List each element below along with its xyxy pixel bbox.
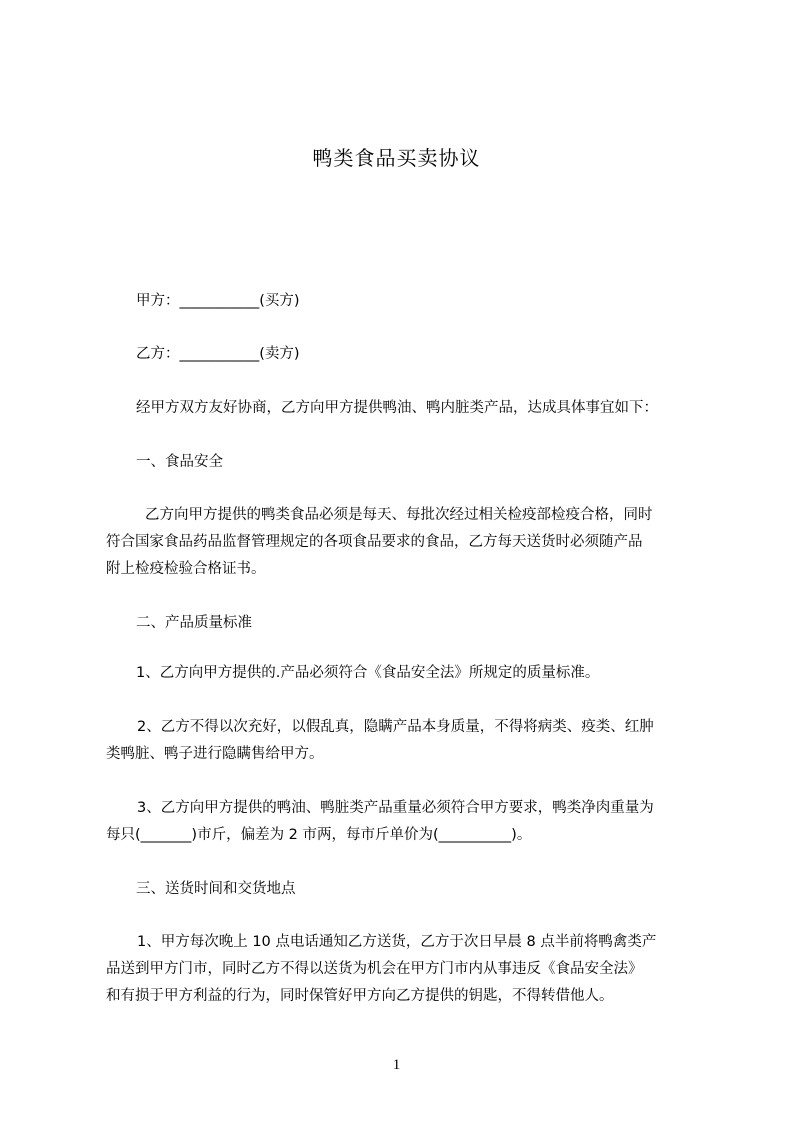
party-a-role: (买方) — [259, 293, 300, 309]
paragraph-line: 类鸭脏、鸭子进行隐瞒售给甲方。 — [106, 746, 324, 762]
paragraph-line: 符合国家食品药品监督管理规定的各项食品要求的食品，乙方每天送货时必须随产品 — [106, 534, 643, 550]
paragraph-line: 1、乙方向甲方提供的.产品必须符合《食品安全法》所规定的质量标准。 — [136, 665, 600, 681]
party-a-label: 甲方： — [136, 293, 180, 309]
paragraph-line: 1、甲方每次晚上 10 点电话通知乙方送货，乙方于次日早晨 8 点半前将鸭禽类产 — [137, 934, 657, 950]
section-heading: 一、食品安全 — [136, 454, 223, 470]
paragraph-line: 附上检疫检验合格证书。 — [106, 561, 266, 577]
paragraph-line: 品送到甲方门市，同时乙方不得以送货为机会在甲方门市内从事违反《食品安全法》 — [106, 961, 643, 977]
paragraph-line: 和有损于甲方利益的行为，同时保管好甲方向乙方提供的钥匙，不得转借他人。 — [106, 988, 614, 1004]
party-a-blank: ___________ — [179, 293, 260, 309]
paragraph-line: 每只(_______)市斤，偏差为 2 市两，每市斤单价为(__________)。 — [106, 827, 532, 843]
party-b-blank: ___________ — [179, 346, 260, 362]
party-b-label: 乙方： — [136, 346, 180, 362]
section-heading: 三、送货时间和交货地点 — [136, 881, 296, 897]
section-heading: 二、产品质量标准 — [136, 615, 252, 631]
party-a-line — [136, 292, 300, 310]
preamble: 经甲方双方友好协商，乙方向甲方提供鸭油、鸭内脏类产品，达成具体事宜如下： — [136, 400, 658, 416]
party-b-line — [136, 345, 300, 363]
paragraph-line: 2、乙方不得以次充好，以假乱真，隐瞒产品本身质量，不得将病类、疫类、红肿 — [137, 719, 654, 735]
paragraph-line: 乙方向甲方提供的鸭类食品必须是每天、每批次经过相关检疫部检疫合格，同时 — [145, 507, 653, 523]
page-number: 1 — [392, 1057, 401, 1073]
paragraph-line: 3、乙方向甲方提供的鸭油、鸭脏类产品重量必须符合甲方要求，鸭类净肉重量为 — [137, 800, 654, 816]
party-b-role: (卖方) — [259, 346, 300, 362]
document-title: 鸭类食品买卖协议 — [312, 146, 481, 170]
